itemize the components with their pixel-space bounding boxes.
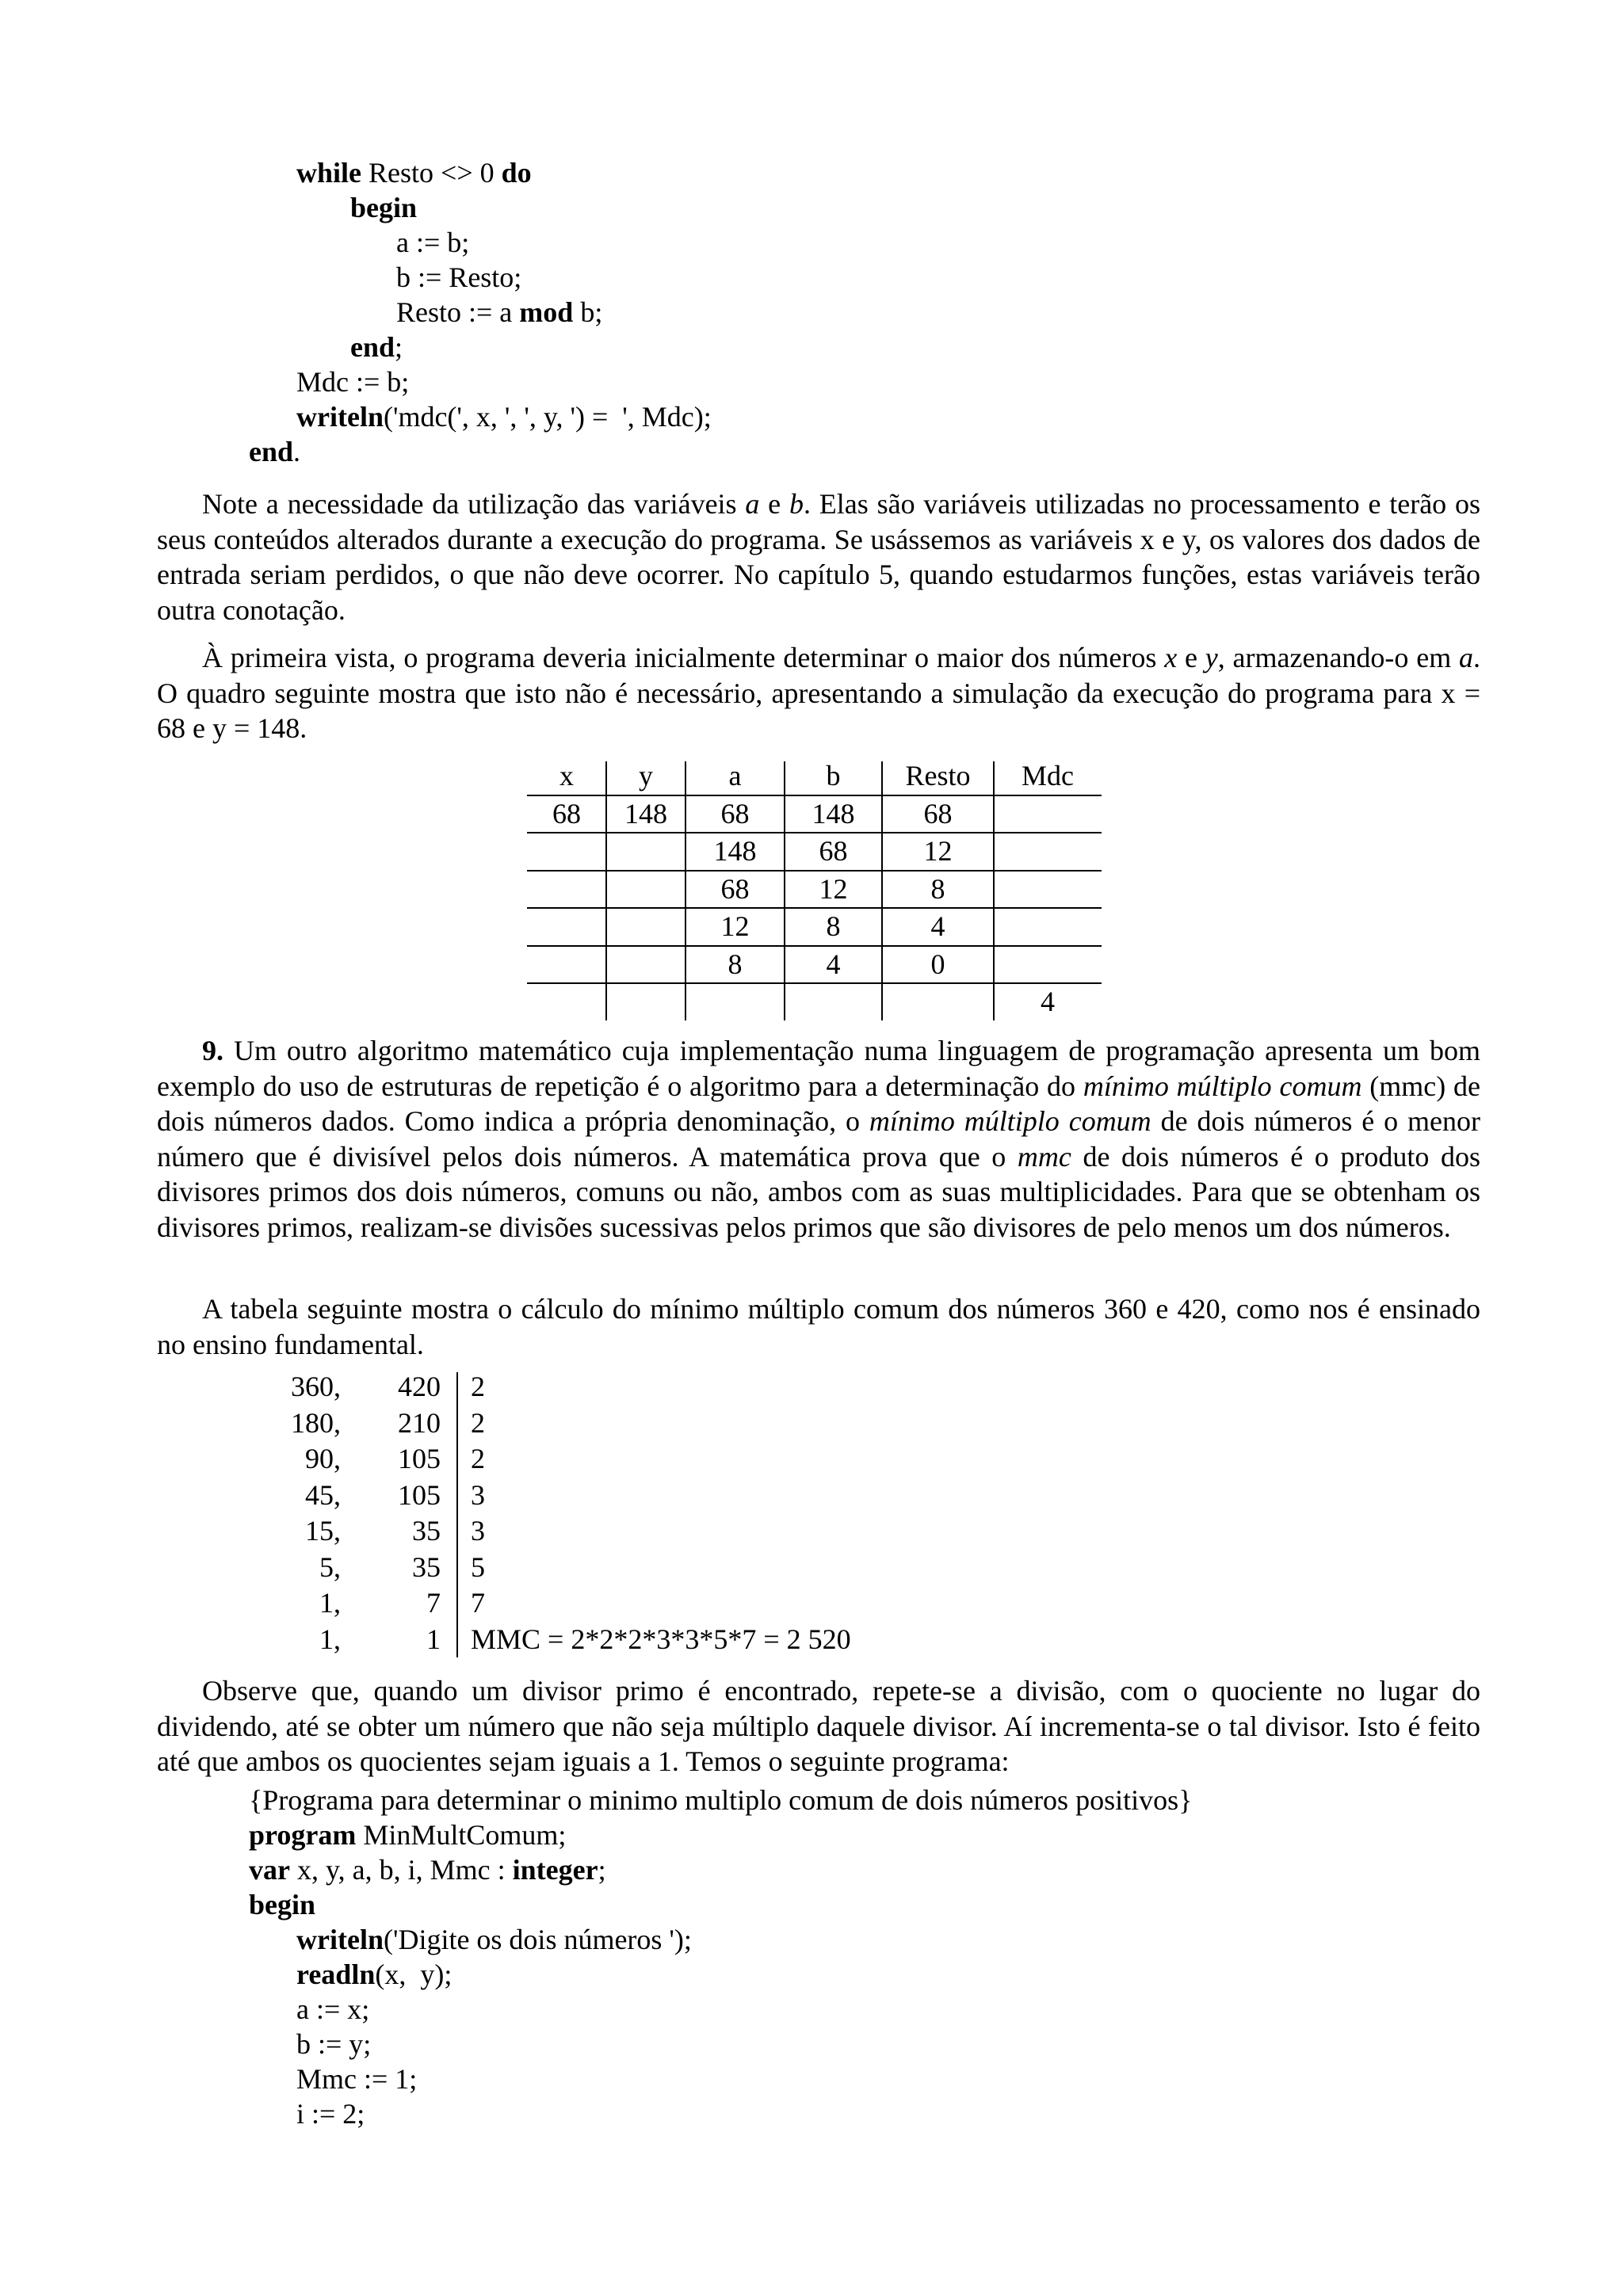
table-row bbox=[527, 984, 1102, 1020]
code-text: (x, y); bbox=[375, 1958, 453, 1990]
table-cell bbox=[527, 947, 606, 983]
table-header-cell: Resto bbox=[905, 760, 971, 791]
dividend-b: 210 bbox=[398, 1406, 441, 1439]
table-row bbox=[527, 796, 1102, 834]
table-cell: 8 bbox=[727, 948, 743, 980]
dividend-b: 105 bbox=[398, 1478, 441, 1511]
dividend-b: 7 bbox=[426, 1587, 441, 1619]
text: A tabela seguinte mostra o cálculo do mínimo múltiplo comum dos números 360 e 420, como nos é ensinado no ensino fundamental. bbox=[157, 1293, 1480, 1360]
paragraph bbox=[157, 640, 1480, 746]
table-cell: 4 bbox=[1041, 986, 1055, 1017]
code-text: MinMultComum; bbox=[356, 1819, 567, 1851]
table-cell bbox=[994, 833, 1102, 870]
table-cell bbox=[606, 984, 685, 1020]
code-line bbox=[396, 295, 602, 330]
code-line: a := x; bbox=[296, 1993, 370, 2025]
dividend-a: 1, bbox=[319, 1623, 341, 1655]
code-line bbox=[350, 190, 417, 225]
text: e bbox=[1177, 642, 1205, 673]
keyword: begin bbox=[249, 1889, 316, 1920]
keyword: program bbox=[249, 1819, 357, 1851]
table-row bbox=[527, 833, 1102, 871]
table-cell: 12 bbox=[923, 835, 953, 867]
divisor: MMC = 2*2*2*3*3*5*7 = 2 520 bbox=[471, 1623, 851, 1655]
paragraph bbox=[157, 486, 1480, 627]
table-cell: 148 bbox=[812, 797, 855, 830]
table-cell bbox=[994, 796, 1102, 833]
italic-var: y bbox=[1205, 642, 1218, 673]
table-cell bbox=[527, 871, 606, 908]
text: . Elas são variáveis utilizadas no processamento e terão os seus conteúdos alterados durante a execução do programa. Se usássemos as variáveis x e y, os valores dos dados de entrada seriam perdidos, o que não deve ocorrer. No capítulo 5, quando estudarmos funções, estas variáveis terão outra conotação. bbox=[157, 488, 1480, 626]
table-header-cell: y bbox=[639, 760, 653, 791]
dividend-b: 420 bbox=[398, 1371, 441, 1402]
table-cell: 148 bbox=[713, 835, 757, 867]
table-cell: 68 bbox=[552, 797, 581, 830]
keyword: end bbox=[249, 436, 294, 467]
table-header-cell: x bbox=[559, 760, 574, 791]
table-cell bbox=[527, 833, 606, 870]
italic-var: x bbox=[1164, 642, 1178, 673]
code-line bbox=[249, 1852, 606, 1887]
divider-line bbox=[456, 1372, 458, 1657]
code-text: b; bbox=[573, 296, 603, 328]
keyword: begin bbox=[350, 192, 418, 223]
italic-term: mmc bbox=[1017, 1140, 1071, 1173]
table-cell bbox=[606, 909, 685, 945]
divisor: 3 bbox=[471, 1478, 485, 1511]
code-line: a := b; bbox=[396, 227, 470, 258]
keyword: mod bbox=[519, 296, 574, 328]
table-cell: 68 bbox=[720, 797, 750, 830]
text: , armazenando-o em bbox=[1217, 642, 1460, 673]
divisor: 2 bbox=[471, 1371, 485, 1402]
code-text: ('mdc(', x, ', ', y, ') = ', Mdc); bbox=[383, 401, 712, 433]
simulation-table bbox=[527, 758, 1102, 1020]
code-text: Resto := a bbox=[396, 296, 520, 328]
dividend-b: 35 bbox=[412, 1515, 441, 1547]
divisor: 2 bbox=[471, 1443, 485, 1474]
keyword: integer bbox=[512, 1854, 598, 1886]
paragraph bbox=[157, 1291, 1480, 1362]
table-cell bbox=[785, 984, 882, 1020]
table-cell: 68 bbox=[923, 797, 953, 830]
table-cell: 4 bbox=[826, 948, 841, 980]
code-line bbox=[350, 330, 403, 364]
dividend-a: 15, bbox=[305, 1515, 341, 1547]
table-header-row bbox=[527, 758, 1102, 796]
table-cell bbox=[606, 947, 685, 983]
code-line bbox=[296, 1957, 452, 1992]
keyword: readln bbox=[296, 1958, 376, 1990]
dividend-a: 5, bbox=[319, 1550, 341, 1583]
code-text: ; bbox=[598, 1854, 606, 1886]
keyword: writeln bbox=[296, 1924, 384, 1955]
table-cell bbox=[527, 984, 606, 1020]
table-cell bbox=[606, 871, 685, 908]
table-cell bbox=[606, 833, 685, 870]
table-column-divider bbox=[605, 761, 607, 1020]
paragraph bbox=[157, 1673, 1480, 1779]
text: À primeira vista, o programa deveria inicialmente determinar o maior dos números bbox=[202, 642, 1165, 673]
divisor: 3 bbox=[471, 1515, 485, 1547]
text: de dois números é o menor número que é divisível pelos dois números. A matemática prova que o bbox=[157, 1105, 1480, 1173]
table-cell: 68 bbox=[819, 835, 848, 867]
italic-var: a bbox=[745, 488, 760, 520]
code-text: . bbox=[293, 436, 301, 467]
dividend-a: 180, bbox=[291, 1406, 341, 1439]
table-cell bbox=[882, 984, 994, 1020]
table-row bbox=[527, 871, 1102, 910]
dividend-a: 90, bbox=[305, 1443, 341, 1474]
code-line bbox=[249, 1887, 315, 1922]
code-comment: {Programa para determinar o minimo multiplo comum de dois números positivos} bbox=[249, 1784, 1193, 1816]
table-cell bbox=[685, 984, 785, 1020]
text: . O quadro seguinte mostra que isto não é necessário, apresentando a simulação da execução do programa para x = 68 e y = 148. bbox=[157, 642, 1481, 744]
dividend-a: 45, bbox=[305, 1478, 341, 1511]
code-text: ('Digite os dois números '); bbox=[383, 1924, 692, 1955]
table-cell bbox=[994, 871, 1102, 908]
table-header-cell: b bbox=[826, 760, 841, 791]
text: (mmc) de dois números dados. Como indica a própria denominação, o bbox=[157, 1070, 1481, 1137]
code-line: Mmc := 1; bbox=[296, 2063, 418, 2095]
text: Um outro algoritmo matemático cuja implementação numa linguagem de programação apresenta um bom exemplo do uso de estruturas de repetição é o algoritmo para a determinação do bbox=[157, 1035, 1480, 1102]
dividend-b: 35 bbox=[412, 1550, 441, 1583]
table-cell: 12 bbox=[819, 872, 848, 905]
table-column-divider bbox=[784, 761, 785, 1020]
divisor: 7 bbox=[471, 1587, 485, 1619]
table-header-cell: a bbox=[728, 760, 742, 791]
code-text: Resto <> 0 bbox=[361, 157, 502, 189]
code-line bbox=[296, 155, 532, 190]
italic-var: a bbox=[1459, 642, 1474, 673]
table-cell: 68 bbox=[720, 872, 750, 905]
item-number: 9. bbox=[202, 1035, 223, 1066]
dividend-a: 1, bbox=[319, 1587, 341, 1619]
code-line bbox=[296, 399, 712, 434]
code-line bbox=[296, 1922, 692, 1957]
dividend-b: 105 bbox=[398, 1443, 441, 1474]
text: Observe que, quando um divisor primo é encontrado, repete-se a divisão, com o quociente no lugar do dividendo, até se obter um número que não seja múltiplo daquele divisor. Aí incrementa-se o tal divisor. Isto é feito até que ambos os quocientes sejam iguais a 1. Temos o seguinte programa: bbox=[157, 1675, 1480, 1777]
code-line bbox=[249, 1817, 566, 1852]
code-line: Mdc := b; bbox=[296, 366, 410, 398]
table-cell: 4 bbox=[930, 910, 945, 942]
keyword: writeln bbox=[296, 401, 384, 433]
italic-term: mínimo múltiplo comum bbox=[869, 1105, 1151, 1137]
table-row bbox=[527, 909, 1102, 947]
code-line bbox=[249, 434, 300, 469]
divisor: 2 bbox=[471, 1406, 485, 1439]
table-cell: 12 bbox=[720, 910, 750, 942]
code-line: b := y; bbox=[296, 2028, 372, 2060]
code-text: x, y, a, b, i, Mmc : bbox=[289, 1854, 513, 1886]
code-text: ; bbox=[395, 331, 403, 363]
table-cell: 8 bbox=[826, 910, 841, 942]
table-cell: 8 bbox=[930, 872, 945, 905]
code-line: i := 2; bbox=[296, 2098, 365, 2130]
code-line: b := Resto; bbox=[396, 261, 522, 293]
table-column-divider bbox=[881, 761, 883, 1020]
table-column-divider bbox=[685, 761, 686, 1020]
dividend-b: 1 bbox=[426, 1623, 441, 1655]
table-cell bbox=[994, 947, 1102, 983]
dividend-a: 360, bbox=[291, 1371, 341, 1402]
text: de dois números é o produto dos divisores primos dos dois números, comuns ou não, ambos com as suas multiplicidades. Para que se obtenham os divisores primos, realizam-se divisões sucessivas pelos primos que são divisores de pelo menos um dos números. bbox=[157, 1140, 1480, 1243]
table-cell bbox=[527, 909, 606, 945]
table-header-cell: Mdc bbox=[1022, 760, 1074, 791]
divisor: 5 bbox=[471, 1550, 485, 1583]
italic-term: mínimo múltiplo comum bbox=[1083, 1070, 1362, 1102]
table-row bbox=[527, 947, 1102, 985]
table-column-divider bbox=[993, 761, 995, 1020]
table-cell bbox=[994, 909, 1102, 945]
keyword: while bbox=[296, 157, 362, 189]
paragraph bbox=[157, 1033, 1480, 1245]
table-cell: 0 bbox=[930, 948, 945, 980]
italic-var: b bbox=[789, 488, 804, 520]
table-cell: 148 bbox=[624, 797, 667, 830]
text: Note a necessidade da utilização das variáveis bbox=[202, 488, 746, 520]
keyword: var bbox=[249, 1854, 290, 1886]
keyword: end bbox=[350, 331, 395, 363]
keyword: do bbox=[501, 157, 532, 189]
text: e bbox=[759, 488, 789, 520]
